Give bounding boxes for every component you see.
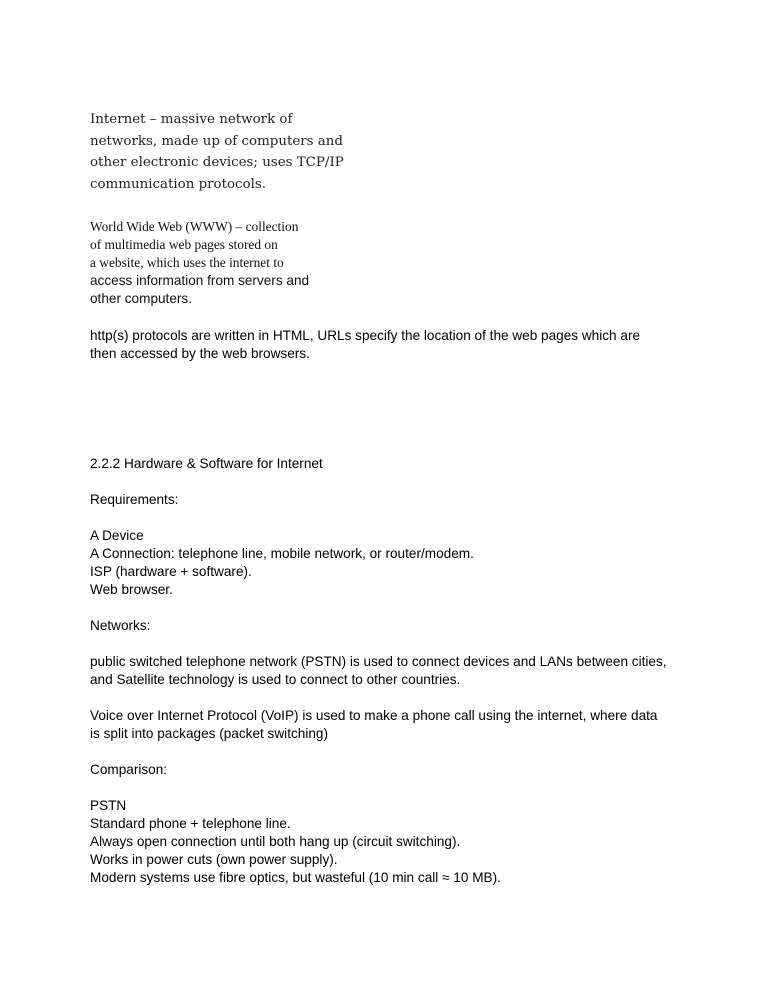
- comparison-label: Comparison:: [90, 762, 168, 777]
- voip-paragraph-line: is split into packages (packet switching): [90, 726, 328, 741]
- http-paragraph: [90, 327, 690, 363]
- list-item: Always open connection until both hang up (circuit switching).: [90, 834, 461, 849]
- voip-paragraph-line: Voice over Internet Protocol (VoIP) is used to make a phone call using the internet, where data: [90, 708, 658, 723]
- list-item: ISP (hardware + software).: [90, 564, 252, 579]
- requirements-list: [90, 527, 690, 599]
- www-definition-line: other computers.: [90, 291, 192, 306]
- section-heading: 2.2.2 Hardware & Software for Internet: [90, 456, 323, 471]
- voip-paragraph: [90, 707, 690, 743]
- pstn-paragraph: [90, 653, 690, 689]
- www-definition: [90, 218, 350, 308]
- www-definition-line: World Wide Web (WWW) – collection: [90, 219, 299, 234]
- networks-label: Networks:: [90, 618, 151, 633]
- www-definition-line: a website, which uses the internet to: [90, 255, 284, 270]
- internet-definition-line: networks, made up of computers and: [90, 133, 343, 149]
- list-item: Works in power cuts (own power supply).: [90, 852, 338, 867]
- requirements-label: Requirements:: [90, 492, 179, 507]
- http-paragraph-line: then accessed by the web browsers.: [90, 346, 310, 361]
- internet-definition-line: communication protocols.: [90, 176, 267, 192]
- www-definition-line: of multimedia web pages stored on: [90, 237, 278, 252]
- internet-definition-line: Internet – massive network of: [90, 112, 293, 127]
- internet-definition-line: other electronic devices; uses TCP/IP: [90, 155, 344, 170]
- pstn-paragraph-line: public switched telephone network (PSTN) is used to connect devices and LANs between cities,: [90, 654, 667, 669]
- list-item: A Connection: telephone line, mobile network, or router/modem.: [90, 546, 474, 561]
- pstn-paragraph-line: and Satellite technology is used to connect to other countries.: [90, 672, 461, 687]
- list-item: Standard phone + telephone line.: [90, 816, 291, 831]
- www-definition-line: access information from servers and: [90, 273, 310, 288]
- list-item: A Device: [90, 528, 144, 543]
- http-paragraph-line: http(s) protocols are written in HTML, URLs specify the location of the web pages which are: [90, 328, 641, 343]
- list-item: Modern systems use fibre optics, but wasteful (10 min call ≈ 10 MB).: [90, 870, 501, 885]
- list-item: Web browser.: [90, 582, 173, 597]
- pstn-comparison: [90, 797, 690, 887]
- pstn-heading: PSTN: [90, 798, 127, 813]
- internet-definition: [90, 109, 344, 195]
